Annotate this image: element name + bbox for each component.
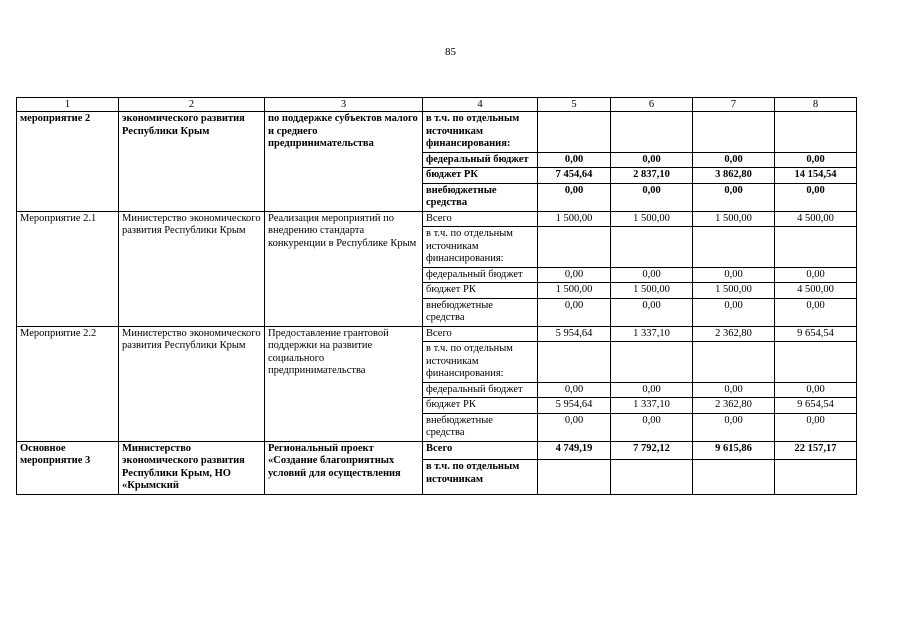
measure-description: Региональный проект «Создание благоприятных условий для осуществления: [265, 441, 423, 494]
measure-name: мероприятие 2: [17, 112, 119, 212]
value-cell: 14 154,54: [775, 168, 857, 184]
measure-executor: Министерство экономического развития Республики Крым: [119, 211, 265, 326]
measure-executor: экономического развития Республики Крым: [119, 112, 265, 212]
value-cell: 0,00: [693, 183, 775, 211]
value-cell: [538, 342, 611, 383]
column-header: 6: [611, 98, 693, 112]
value-cell: 0,00: [693, 152, 775, 168]
value-cell: 0,00: [538, 183, 611, 211]
value-cell: 0,00: [775, 298, 857, 326]
value-cell: 0,00: [693, 413, 775, 441]
value-cell: [775, 112, 857, 153]
funding-source-label: в т.ч. по отдельным источникам финансирования:: [423, 227, 538, 268]
table-row: [17, 441, 857, 460]
value-cell: 22 157,17: [775, 441, 857, 460]
funding-source-label: внебюджетные средства: [423, 183, 538, 211]
funding-source-label: Всего: [423, 441, 538, 460]
value-cell: 1 500,00: [693, 283, 775, 299]
value-cell: 0,00: [775, 152, 857, 168]
column-header: 3: [265, 98, 423, 112]
value-cell: 9 615,86: [693, 441, 775, 460]
value-cell: 1 500,00: [538, 211, 611, 227]
measure-name: Основное мероприятие 3: [17, 441, 119, 494]
measure-executor: Министерство экономического развития Республики Крым: [119, 326, 265, 441]
value-cell: 0,00: [693, 382, 775, 398]
value-cell: 3 862,80: [693, 168, 775, 184]
value-cell: 5 954,64: [538, 398, 611, 414]
column-header: 4: [423, 98, 538, 112]
budget-table: [16, 97, 857, 495]
value-cell: 0,00: [775, 267, 857, 283]
value-cell: 1 500,00: [538, 283, 611, 299]
value-cell: 0,00: [611, 298, 693, 326]
measure-executor: Министерство экономического развития Республики Крым, НО «Крымский: [119, 441, 265, 494]
value-cell: 9 654,54: [775, 326, 857, 342]
value-cell: 5 954,64: [538, 326, 611, 342]
value-cell: 2 362,80: [693, 326, 775, 342]
value-cell: [611, 342, 693, 383]
measure-description: Реализация мероприятий по внедрению стандарта конкуренции в Республике Крым: [265, 211, 423, 326]
value-cell: 0,00: [538, 267, 611, 283]
value-cell: 0,00: [693, 267, 775, 283]
value-cell: 7 792,12: [611, 441, 693, 460]
table-row: [17, 112, 857, 153]
value-cell: 0,00: [538, 152, 611, 168]
column-header: 1: [17, 98, 119, 112]
table-row: [17, 326, 857, 342]
value-cell: [538, 112, 611, 153]
value-cell: [538, 460, 611, 494]
value-cell: 0,00: [538, 382, 611, 398]
value-cell: 4 749,19: [538, 441, 611, 460]
column-header: 7: [693, 98, 775, 112]
value-cell: [611, 460, 693, 494]
measure-description: по поддержке субъектов малого и среднего предпринимательства: [265, 112, 423, 212]
value-cell: [693, 227, 775, 268]
value-cell: 1 337,10: [611, 398, 693, 414]
funding-source-label: внебюджетные средства: [423, 298, 538, 326]
funding-source-label: в т.ч. по отдельным источникам финансирования:: [423, 112, 538, 153]
value-cell: [693, 342, 775, 383]
value-cell: 0,00: [775, 382, 857, 398]
value-cell: [775, 460, 857, 494]
value-cell: 1 500,00: [611, 283, 693, 299]
value-cell: 0,00: [693, 298, 775, 326]
value-cell: 2 362,80: [693, 398, 775, 414]
funding-source-label: федеральный бюджет: [423, 267, 538, 283]
value-cell: 7 454,64: [538, 168, 611, 184]
value-cell: [538, 227, 611, 268]
funding-source-label: в т.ч. по отдельным источникам финансирования:: [423, 342, 538, 383]
value-cell: 0,00: [611, 183, 693, 211]
value-cell: 1 337,10: [611, 326, 693, 342]
funding-source-label: Всего: [423, 326, 538, 342]
value-cell: 0,00: [611, 152, 693, 168]
measure-name: Мероприятие 2.2: [17, 326, 119, 441]
funding-source-label: бюджет РК: [423, 398, 538, 414]
column-header: 5: [538, 98, 611, 112]
funding-source-label: в т.ч. по отдельным источникам: [423, 460, 538, 494]
funding-source-label: внебюджетные средства: [423, 413, 538, 441]
value-cell: 0,00: [775, 413, 857, 441]
value-cell: [611, 112, 693, 153]
funding-source-label: федеральный бюджет: [423, 382, 538, 398]
page-number: 85: [445, 46, 456, 58]
funding-source-label: Всего: [423, 211, 538, 227]
value-cell: [775, 342, 857, 383]
value-cell: 4 500,00: [775, 283, 857, 299]
column-header: 2: [119, 98, 265, 112]
value-cell: 2 837,10: [611, 168, 693, 184]
value-cell: 0,00: [775, 183, 857, 211]
value-cell: 9 654,54: [775, 398, 857, 414]
column-header: 8: [775, 98, 857, 112]
column-number-row: [17, 98, 857, 112]
value-cell: [775, 227, 857, 268]
value-cell: 0,00: [538, 298, 611, 326]
measure-description: Предоставление грантовой поддержки на развитие социального предпринимательства: [265, 326, 423, 441]
value-cell: 0,00: [611, 413, 693, 441]
value-cell: [693, 112, 775, 153]
table-row: [17, 211, 857, 227]
funding-source-label: бюджет РК: [423, 283, 538, 299]
value-cell: [611, 227, 693, 268]
funding-source-label: федеральный бюджет: [423, 152, 538, 168]
measure-name: Мероприятие 2.1: [17, 211, 119, 326]
value-cell: 0,00: [538, 413, 611, 441]
value-cell: [693, 460, 775, 494]
value-cell: 1 500,00: [611, 211, 693, 227]
value-cell: 0,00: [611, 382, 693, 398]
funding-source-label: бюджет РК: [423, 168, 538, 184]
value-cell: 4 500,00: [775, 211, 857, 227]
value-cell: 0,00: [611, 267, 693, 283]
value-cell: 1 500,00: [693, 211, 775, 227]
